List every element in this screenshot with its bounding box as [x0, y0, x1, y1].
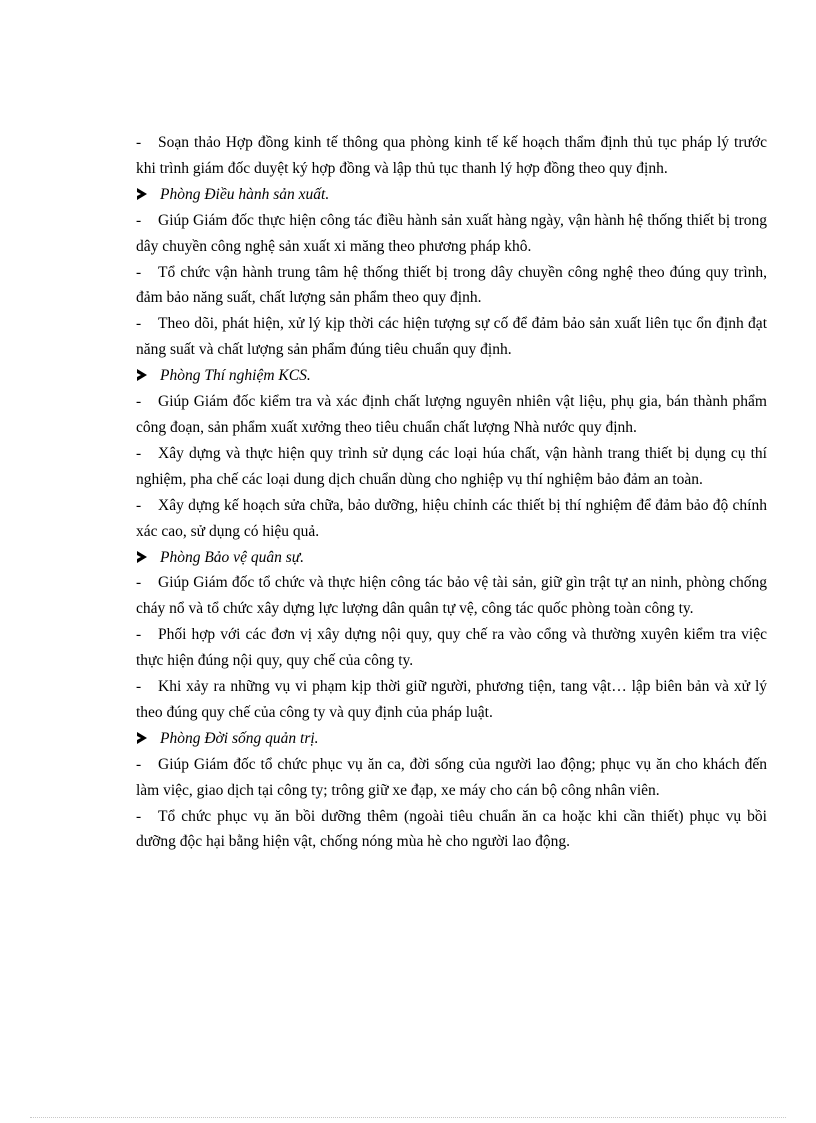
list-item: [136, 130, 767, 182]
dash-bullet: -: [136, 263, 142, 281]
list-item: [136, 260, 767, 312]
section-heading: [136, 726, 767, 752]
heading-text: Phòng Thí nghiệm KCS.: [160, 367, 311, 385]
arrow-bullet-icon: [137, 732, 147, 744]
section-heading: [136, 545, 767, 571]
dash-bullet: -: [136, 626, 142, 644]
list-item: [136, 622, 767, 674]
dash-bullet: -: [136, 134, 142, 151]
arrow-bullet-icon: [137, 188, 147, 200]
list-item: [136, 570, 767, 622]
paragraph-text: Giúp Giám đốc thực hiện công tác điều hành sản xuất hàng ngày, vận hành hệ thống thiết bị trong dây chuyền công nghệ sản xuất xi măng theo phương pháp khô.: [136, 211, 767, 255]
section-heading: [136, 363, 767, 389]
dash-bullet: -: [136, 496, 142, 514]
list-item: [136, 752, 767, 804]
dash-bullet: -: [136, 755, 142, 773]
heading-text: Phòng Bảo vệ quân sự.: [160, 548, 305, 566]
paragraph-text: Xây dựng kế hoạch sửa chữa, bảo dưỡng, hiệu chỉnh các thiết bị thí nghiệm để đảm bảo độ chính xác cao, sử dụng có hiệu quả.: [136, 496, 767, 540]
list-item: [136, 208, 767, 260]
list-item: [136, 389, 767, 441]
list-item: [136, 674, 767, 726]
dash-bullet: -: [136, 315, 142, 333]
heading-text: Phòng Đời sống quản trị.: [160, 729, 319, 747]
arrow-bullet-icon: [137, 369, 147, 381]
paragraph-text: Theo dõi, phát hiện, xử lý kịp thời các hiện tượng sự cố để đảm bảo sản xuất liên tục ổn định đạt năng suất và chất lượng sản phẩm đúng tiêu chuẩn quy định.: [136, 315, 767, 359]
document-body: [136, 130, 767, 855]
dash-bullet: -: [136, 211, 142, 229]
arrow-bullet-icon: [137, 551, 147, 563]
heading-text: Phòng Điều hành sản xuất.: [160, 185, 330, 203]
paragraph-text: Phối hợp với các đơn vị xây dựng nội quy, quy chế ra vào cổng và thường xuyên kiểm tra việc thực hiện đúng nội quy, quy chế của công ty.: [136, 626, 767, 670]
paragraph-text: Xây dựng và thực hiện quy trình sử dụng các loại húa chất, vận hành trang thiết bị dụng cụ thí nghiệm, pha chế các loại dung dịch chuẩn dùng cho nghiệp vụ thí nghiệm bảo đảm an toàn.: [136, 444, 767, 488]
dash-bullet: -: [136, 393, 142, 411]
paragraph-text: Giúp Giám đốc kiểm tra và xác định chất lượng nguyên nhiên vật liệu, phụ gia, bán thành phẩm công đoạn, sản phẩm xuất xưởng theo tiêu chuẩn chất lượng Nhà nước quy định.: [136, 393, 767, 436]
dash-bullet: -: [136, 678, 142, 696]
section-heading: [136, 182, 767, 208]
paragraph-text: Tổ chức vận hành trung tâm hệ thống thiết bị trong dây chuyền công nghệ theo đúng quy trình, đảm bảo năng suất, chất lượng sản phẩm theo quy định.: [136, 263, 767, 307]
dash-bullet: -: [136, 444, 142, 462]
list-item: [136, 311, 767, 363]
paragraph-text: Giúp Giám đốc tổ chức và thực hiện công tác bảo vệ tài sản, giữ gìn trật tự an ninh, phòng chống cháy nổ và tổ chức xây dựng lực lượng dân quân tự vệ, công tác quốc phòng toàn công ty.: [136, 574, 767, 618]
paragraph-text: Khi xảy ra những vụ vi phạm kịp thời giữ người, phương tiện, tang vật… lập biên bản và xử lý theo đúng quy chế của công ty và quy định của pháp luật.: [136, 678, 767, 721]
list-item: [136, 493, 767, 545]
dash-bullet: -: [136, 807, 142, 825]
dash-bullet: -: [136, 574, 142, 592]
paragraph-text: Giúp Giám đốc tổ chức phục vụ ăn ca, đời sống của người lao động; phục vụ ăn cho khách đến làm việc, giao dịch tại công ty; trông giữ xe đạp, xe máy cho cán bộ công nhân viên.: [136, 755, 767, 799]
paragraph-text: Tổ chức phục vụ ăn bồi dưỡng thêm (ngoài tiêu chuẩn ăn ca hoặc khi cần thiết) phục vụ bồi dưỡng độc hại bằng hiện vật, chống nóng mùa hè cho người lao động.: [136, 807, 767, 851]
paragraph-text: Soạn thảo Hợp đồng kinh tế thông qua phòng kinh tế kế hoạch thẩm định thủ tục pháp lý trước khi trình giám đốc duyệt ký hợp đồng và lập thủ tục thanh lý hợp đồng theo quy định.: [136, 134, 767, 177]
list-item: [136, 804, 767, 856]
list-item: [136, 441, 767, 493]
page-bottom-divider: [30, 1117, 786, 1118]
